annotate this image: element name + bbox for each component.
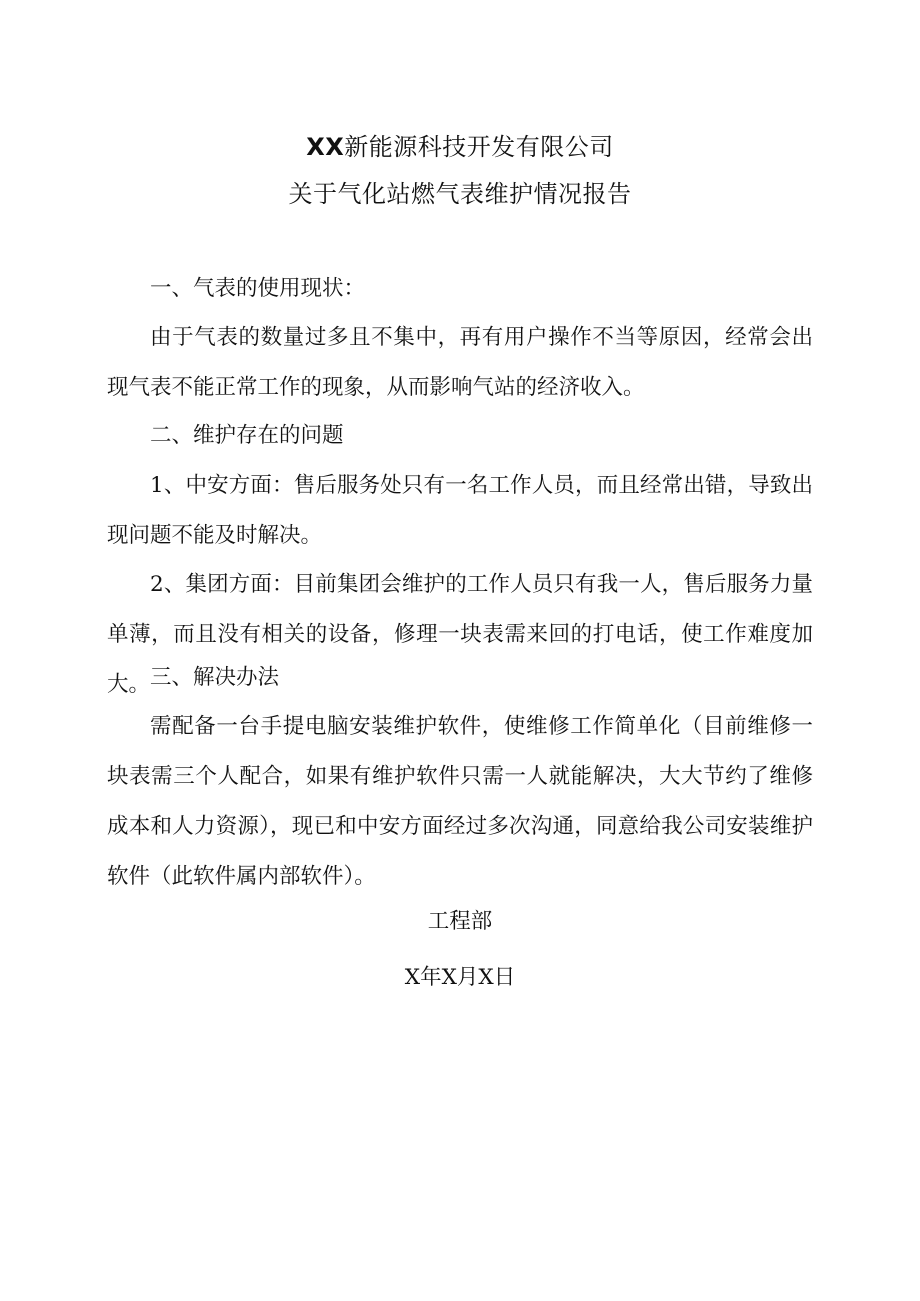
section-2-heading: 二、维护存在的问题 — [150, 423, 344, 448]
section-2-item-2: 2、集团方面：目前集团会维护的工作人员只有我一人，售后服务力量单薄，而且没有相关的设备，修理一块表需来回的打电话，使工作难度加大。 — [107, 572, 813, 697]
signature-date: X年X月X日 — [404, 965, 516, 990]
company-name: 新能源科技开发有限公司 — [344, 133, 614, 161]
section-3-paragraph: 需配备一台手提电脑安装维护软件，使维修工作简单化（目前维修一块表需三个人配合，如果有维护软件只需一人就能解决，大大节约了维修成本和人力资源），现已和中安方面经过多次沟通，同意给我公司安装维护软件（此软件属内部软件）。 — [107, 714, 813, 889]
signature-department: 工程部 — [427, 909, 493, 934]
company-prefix: XX — [306, 133, 345, 161]
section-2-item-1: 1、中安方面：售后服务处只有一名工作人员，而且经常出错，导致出现问题不能及时解决。 — [107, 473, 813, 548]
report-title: 关于气化站燃气表维护情况报告 — [288, 180, 632, 208]
section-1-heading: 一、气表的使用现状： — [150, 276, 366, 301]
section-1-paragraph: 由于气表的数量过多且不集中，再有用户操作不当等原因，经常会出现气表不能正常工作的现象，从而影响气站的经济收入。 — [107, 325, 813, 400]
section-3-heading: 三、解决办法 — [150, 665, 280, 690]
company-title — [0, 131, 920, 163]
